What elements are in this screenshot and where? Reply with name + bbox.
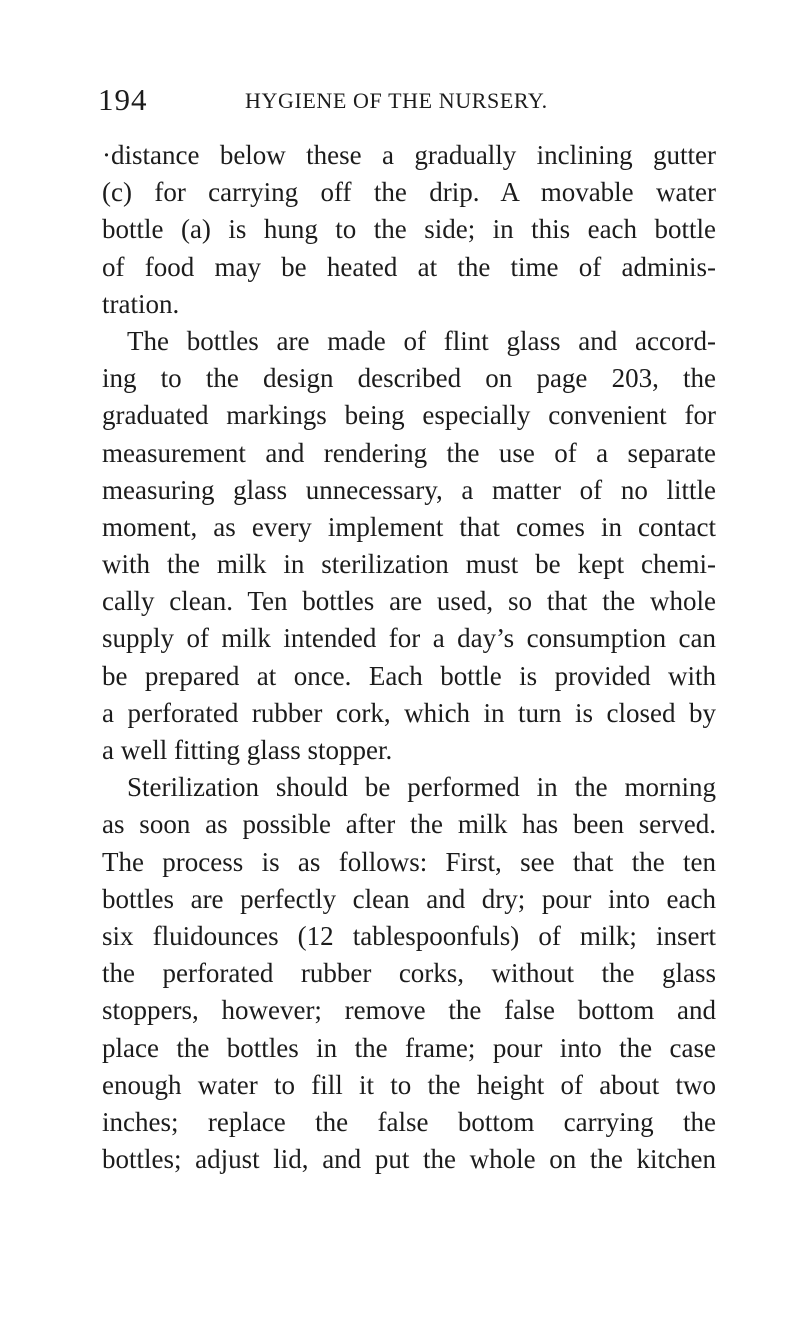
text-line: The process is as follows: First, see that the ten (102, 846, 716, 877)
text-line: supply of milk intended for a day’s consumption can (102, 623, 716, 654)
text-line: place the bottles in the frame; pour into the case (102, 1032, 716, 1063)
text-line: enough water to fill it to the height of about two (102, 1069, 716, 1100)
text-line: (c) for carrying off the drip. A movable water (102, 177, 716, 208)
text-line: inches; replace the false bottom carrying the (102, 1106, 716, 1137)
text-line: six fluidounces (12 tablespoonfuls) of milk; insert (102, 920, 716, 951)
body-text (102, 137, 716, 1178)
text-line: bottle (a) is hung to the side; in this each bottle (102, 214, 716, 245)
page-number: 194 (98, 82, 148, 117)
text-line: graduated markings being especially convenient for (102, 400, 716, 431)
text-line: measurement and rendering the use of a separate (102, 437, 716, 468)
text-line: tration. (102, 288, 180, 319)
text-line: the perforated rubber corks, without the glass (102, 958, 716, 989)
text-line: of food may be heated at the time of adminis- (102, 251, 716, 282)
text-line: a perforated rubber cork, which in turn is closed by (102, 697, 716, 728)
text-line: Sterilization should be performed in the morning (127, 772, 716, 803)
text-line: be prepared at once. Each bottle is provided with (102, 660, 716, 691)
text-line: cally clean. Ten bottles are used, so that the whole (102, 586, 716, 617)
text-line: ·distance below these a gradually inclining gutter (102, 140, 716, 170)
text-line: measuring glass unnecessary, a matter of no little (102, 474, 716, 505)
running-head (98, 80, 718, 120)
text-line: stoppers, however; remove the false bottom and (102, 995, 716, 1026)
text-line: as soon as possible after the milk has been served. (102, 809, 716, 840)
text-line: bottles are perfectly clean and dry; pour into each (102, 883, 716, 914)
text-line: with the milk in sterilization must be kept chemi- (102, 549, 716, 580)
text-line: moment, as every implement that comes in contact (102, 511, 716, 542)
text-line: The bottles are made of flint glass and accord- (127, 325, 716, 356)
text-line: bottles; adjust lid, and put the whole on the kitchen (102, 1144, 716, 1175)
running-head-title: HYGIENE OF THE NURSERY. (245, 88, 548, 113)
text-line: ing to the design described on page 203, the (102, 363, 716, 394)
text-line: a well fitting glass stopper. (102, 735, 393, 765)
